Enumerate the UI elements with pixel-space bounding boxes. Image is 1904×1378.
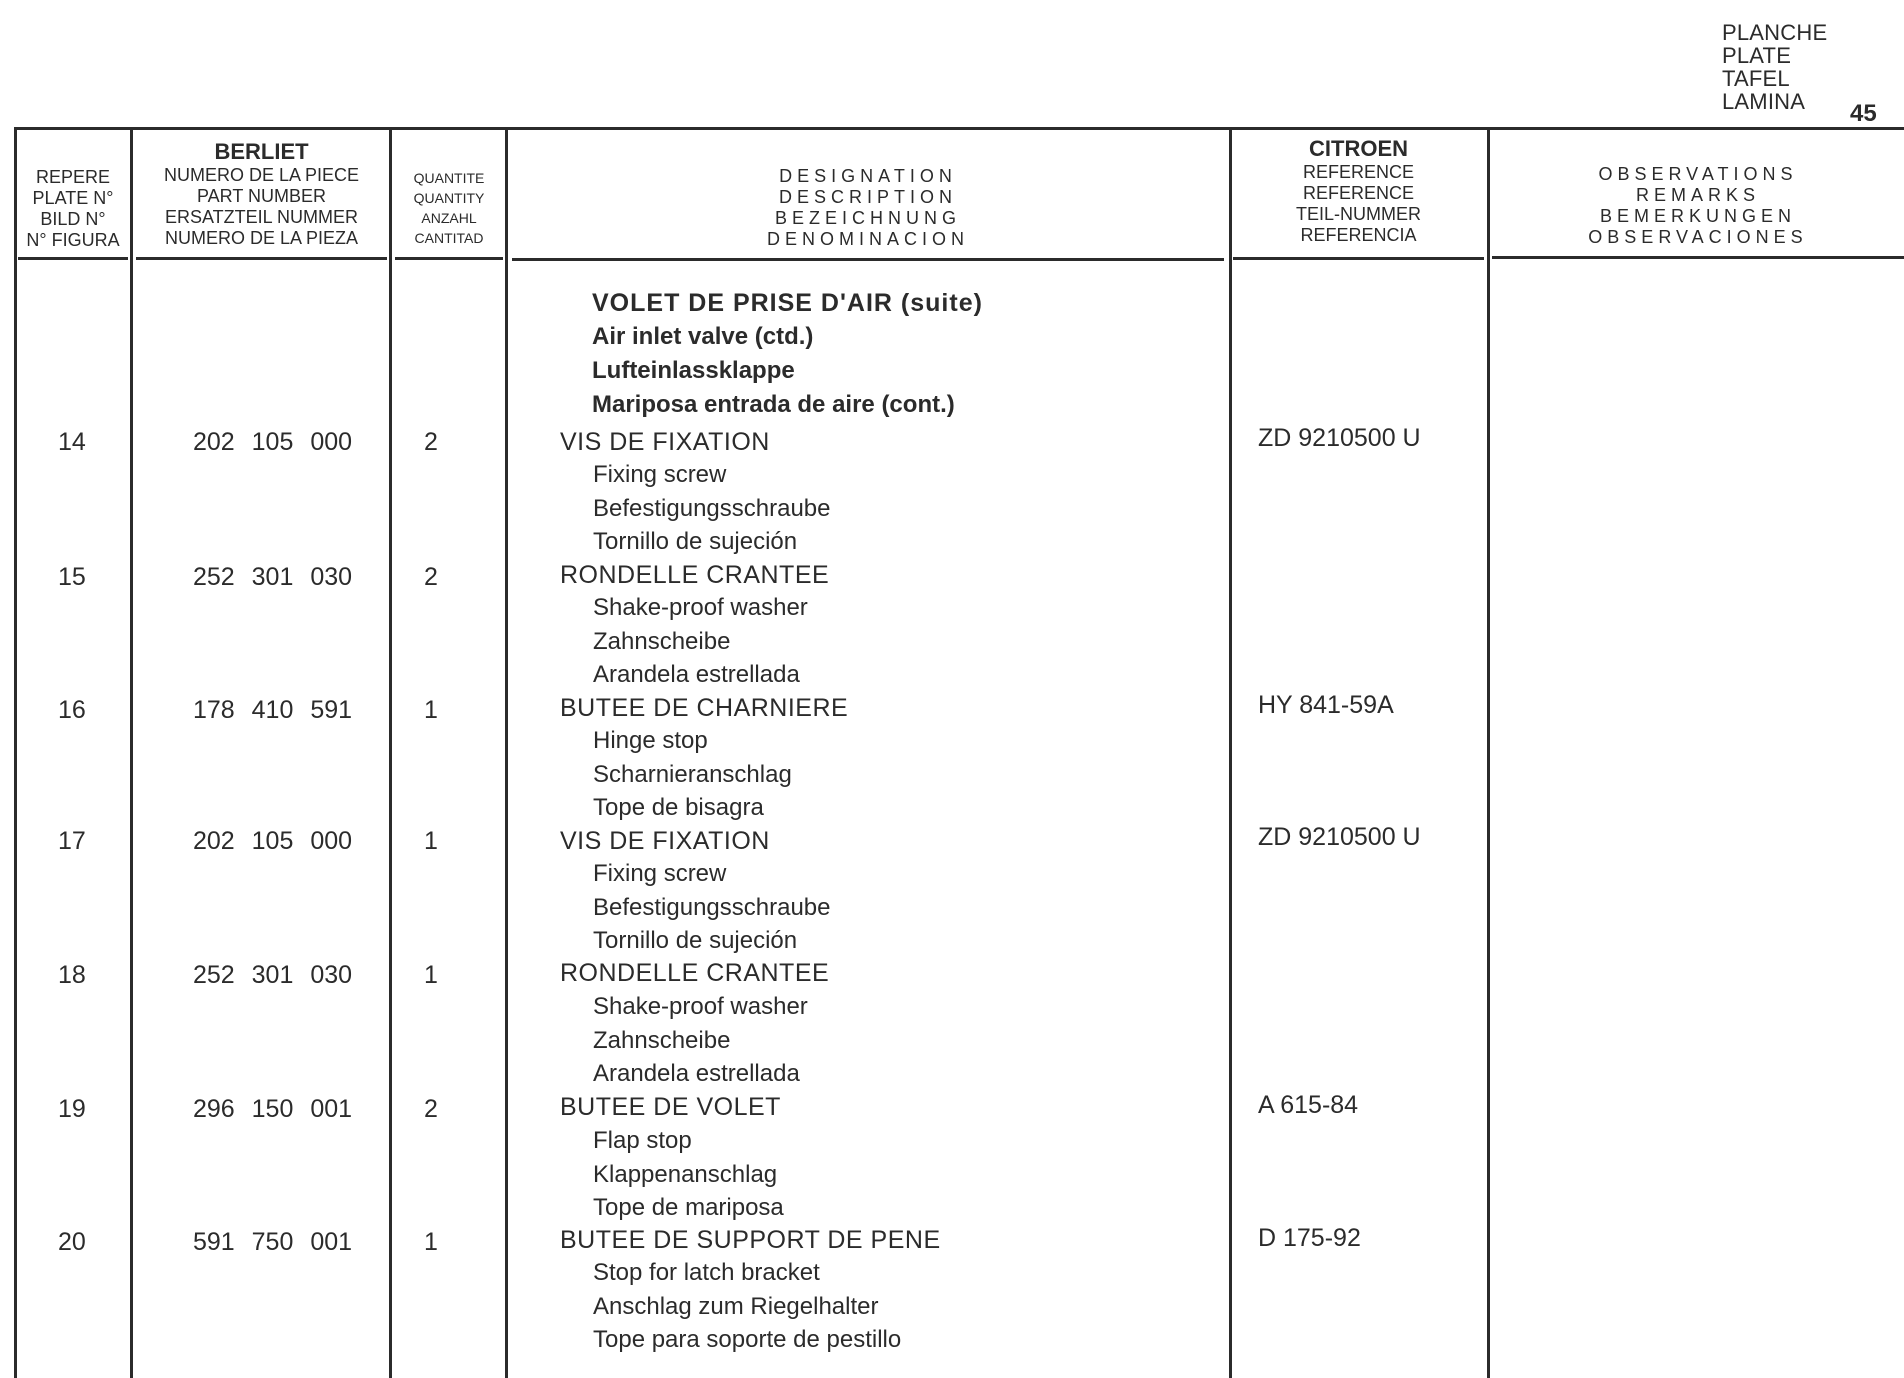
header-berliet: BERLIET NUMERO DE LA PIECE PART NUMBER ERSATZTEIL NUMMER NUMERO DE LA PIEZA	[136, 139, 387, 249]
row-citroen-ref: ZD 9210500 U	[1258, 424, 1421, 452]
row-translations	[593, 1124, 784, 1225]
row-translations	[593, 990, 808, 1091]
row-repere: 19	[58, 1095, 86, 1123]
row-translations	[593, 458, 831, 559]
header-repere: REPERE PLATE N° BILD N° N° FIGURA	[26, 167, 120, 250]
header-quantity: QUANTITE QUANTITY ANZAHL CANTITAD	[413, 170, 485, 246]
row-designation-fr: VIS DE FIXATION	[560, 827, 770, 855]
col-divider-5	[1229, 130, 1232, 1378]
header-rule-col3	[395, 257, 503, 260]
row-designation-es: Arandela estrellada	[593, 661, 800, 688]
row-designation-de: Befestigungsschraube	[593, 893, 831, 921]
plate-label-en: PLATE	[1722, 43, 1792, 68]
plate-label-fr: PLANCHE	[1722, 20, 1828, 45]
row-quantity: 1	[424, 1228, 438, 1256]
row-repere: 15	[58, 563, 86, 591]
row-part-number: 202 105 000	[193, 827, 353, 855]
col-divider-1	[14, 127, 17, 1378]
citroen-brand: CITROEN	[1309, 136, 1408, 161]
row-translations	[593, 857, 831, 958]
row-designation-fr: RONDELLE CRANTEE	[560, 959, 830, 987]
row-designation-de: Befestigungsschraube	[593, 494, 831, 522]
row-designation-de: Klappenanschlag	[593, 1160, 778, 1188]
header-citroen: CITROEN REFERENCE REFERENCE TEIL-NUMMER REFERENCIA	[1233, 136, 1484, 246]
row-designation-fr: BUTEE DE VOLET	[560, 1093, 781, 1121]
row-designation-en: Fixing screw	[593, 860, 727, 887]
row-designation-en: Shake-proof washer	[593, 993, 808, 1020]
row-translations	[593, 591, 808, 692]
row-designation-fr: VIS DE FIXATION	[560, 428, 770, 456]
col-divider-4	[505, 130, 508, 1378]
header-observations: OBSERVATIONS REMARKS BEMERKUNGEN OBSERVACIONES	[1588, 164, 1808, 247]
col-divider-3	[389, 130, 392, 1378]
section-heading	[592, 286, 983, 422]
row-designation-en: Flap stop	[593, 1127, 692, 1154]
row-quantity: 2	[424, 563, 438, 591]
row-designation-fr: RONDELLE CRANTEE	[560, 561, 830, 589]
header-rule-col1	[18, 257, 128, 260]
row-designation-fr: BUTEE DE SUPPORT DE PENE	[560, 1226, 941, 1254]
header-rule-col2	[136, 257, 387, 260]
berliet-brand: BERLIET	[214, 139, 309, 164]
section-title-de: Lufteinlassklappe	[592, 357, 795, 384]
row-designation-de: Scharnieranschlag	[593, 760, 792, 788]
row-designation-es: Tornillo de sujeción	[593, 927, 798, 954]
col-divider-6	[1487, 130, 1490, 1378]
header-rule-col6	[1492, 256, 1904, 259]
section-title-es: Mariposa entrada de aire (cont.)	[592, 391, 955, 418]
row-part-number: 591 750 001	[193, 1228, 353, 1256]
row-designation-de: Zahnscheibe	[593, 1026, 731, 1054]
row-part-number: 252 301 030	[193, 563, 353, 591]
row-translations	[593, 1256, 901, 1357]
row-designation-es: Arandela estrellada	[593, 1060, 800, 1087]
row-designation-en: Stop for latch bracket	[593, 1259, 820, 1286]
plate-number: 45	[1850, 100, 1877, 127]
row-repere: 17	[58, 827, 86, 855]
row-designation-es: Tope para soporte de pestillo	[593, 1326, 902, 1353]
row-part-number: 252 301 030	[193, 961, 353, 989]
row-repere: 16	[58, 696, 86, 724]
row-part-number: 296 150 001	[193, 1095, 353, 1123]
row-quantity: 1	[424, 961, 438, 989]
col-divider-2	[130, 127, 133, 1378]
header-rule-col4	[512, 258, 1224, 261]
row-designation-en: Fixing screw	[593, 461, 727, 488]
header-designation: DESIGNATION DESCRIPTION BEZEICHNUNG DENOMINACION	[766, 166, 969, 249]
row-repere: 14	[58, 428, 86, 456]
row-designation-de: Zahnscheibe	[593, 627, 731, 655]
row-translations	[593, 724, 792, 825]
row-part-number: 202 105 000	[193, 428, 353, 456]
row-quantity: 1	[424, 827, 438, 855]
row-designation-en: Hinge stop	[593, 727, 708, 754]
row-designation-es: Tope de mariposa	[593, 1194, 784, 1221]
row-citroen-ref: A 615-84	[1258, 1091, 1359, 1119]
row-quantity: 2	[424, 428, 438, 456]
plate-label-es: LAMINA	[1722, 89, 1806, 114]
row-designation-es: Tornillo de sujeción	[593, 528, 798, 555]
row-repere: 18	[58, 961, 86, 989]
row-citroen-ref: HY 841-59A	[1258, 691, 1394, 719]
row-designation-es: Tope de bisagra	[593, 794, 764, 821]
header-rule-col5	[1233, 257, 1484, 260]
row-quantity: 1	[424, 696, 438, 724]
row-designation-fr: BUTEE DE CHARNIERE	[560, 694, 849, 722]
section-title: VOLET DE PRISE D'AIR (suite)	[592, 289, 983, 317]
row-designation-en: Shake-proof washer	[593, 594, 808, 621]
row-part-number: 178 410 591	[193, 696, 353, 724]
row-repere: 20	[58, 1228, 86, 1256]
row-citroen-ref: ZD 9210500 U	[1258, 823, 1421, 851]
plate-label-de: TAFEL	[1722, 66, 1790, 91]
table-top-rule	[14, 127, 1904, 130]
row-quantity: 2	[424, 1095, 438, 1123]
section-title-en: Air inlet valve (ctd.)	[592, 323, 814, 350]
row-designation-de: Anschlag zum Riegelhalter	[593, 1292, 879, 1320]
row-citroen-ref: D 175-92	[1258, 1224, 1361, 1252]
